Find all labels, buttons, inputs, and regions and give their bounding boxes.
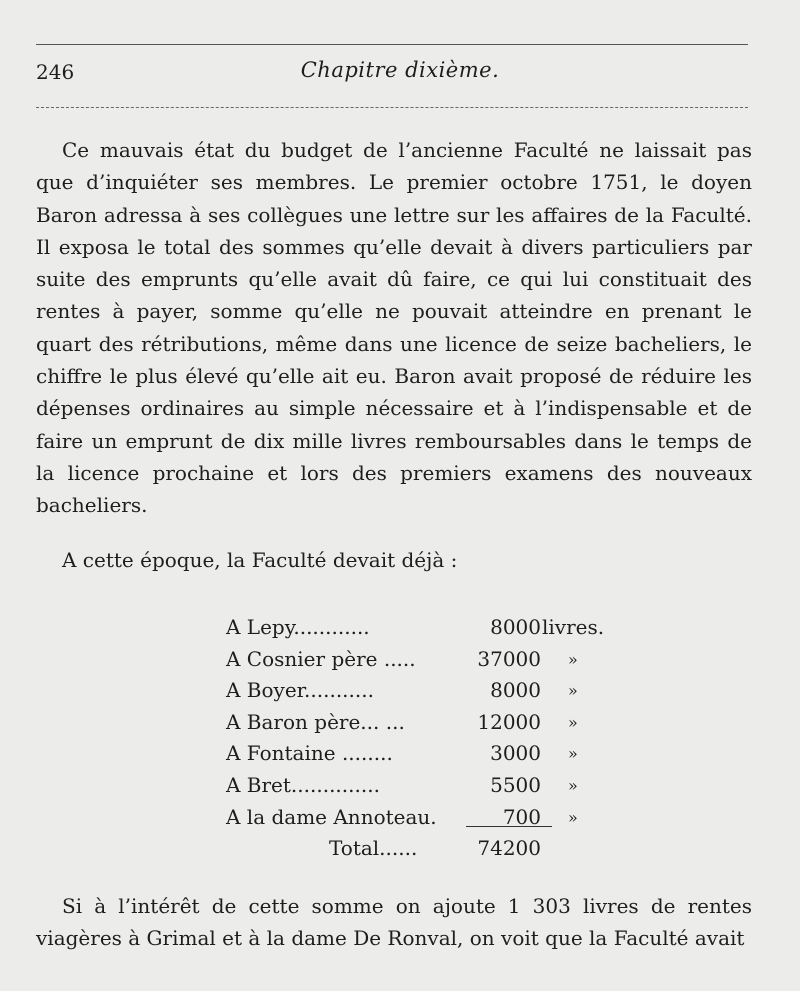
paragraph-annuities-text: Si à l’intérêt de cette somme on ajoute 1 303 livres de rentes viagères à Grimal et à la dame De Ronval, on voit que la Faculté avait [36, 894, 752, 951]
creditor-name: A la dame Annoteau. [226, 804, 437, 829]
creditor-amount: 12000 [477, 709, 541, 734]
creditor-name: A Cosnier père ..... [226, 646, 416, 671]
paragraph-budget [36, 134, 752, 522]
creditor-name: A Lepy............ [226, 615, 370, 639]
creditor-unit: » [568, 807, 578, 827]
total-label: Total...... [329, 836, 418, 861]
creditor-name: A Baron père... ... [226, 709, 405, 734]
running-title: Chapitre dixième. [300, 58, 500, 82]
paragraph-debts-intro [36, 544, 752, 576]
creditor-row [226, 644, 646, 676]
creditor-row [226, 802, 646, 834]
creditor-amount: 8000 [490, 678, 541, 703]
total-rule [466, 826, 552, 827]
creditor-amount: 5500 [490, 772, 541, 797]
creditor-row [226, 707, 646, 739]
creditor-name: A Boyer........... [226, 678, 374, 703]
total-row [226, 833, 646, 865]
creditor-row [226, 612, 646, 644]
creditor-amount: 3000 [490, 741, 541, 766]
paragraph-budget-text: Ce mauvais état du budget de l’ancienne Faculté ne laissait pas que d’inquiéter ses membres. Le premier octobre 1751, le doyen Baron adressa à ses collègues une lettre sur les affaires de la Faculté. Il exposa le total des sommes qu’elle devait à divers particuliers par suite des emprunts qu’elle avait dû faire, ce qui lui constituait des rentes à payer, somme qu’elle ne pouvait atteindre en prenant le quart des rétributions, même dans une licence de seize bacheliers, le chiffre le plus élevé qu’elle ait eu. Baron avait proposé de réduire les dépenses ordinaires au simple nécessaire et à l’indispensable et de faire un emprunt de dix mille livres remboursables dans le temps de la licence prochaine et lors des premiers examens des nouveaux bacheliers. [36, 138, 752, 518]
creditor-unit: » [568, 712, 578, 732]
paragraph-debts-intro-text: A cette époque, la Faculté devait déjà : [62, 548, 458, 572]
creditor-unit: » [568, 744, 578, 764]
creditor-name: A Bret.............. [226, 772, 380, 797]
creditor-unit: » [568, 775, 578, 795]
creditor-unit: livres. [542, 615, 605, 639]
creditor-name: A Fontaine ........ [226, 741, 393, 766]
creditor-unit: » [568, 649, 578, 669]
creditor-amount: 37000 [477, 646, 541, 671]
creditor-amount: 8000 [490, 615, 541, 639]
creditor-list [226, 612, 646, 865]
creditor-row [226, 738, 646, 770]
creditor-unit: » [568, 681, 578, 701]
creditor-amount: 700 [502, 804, 541, 829]
page-number: 246 [36, 60, 75, 84]
header-rule-top [36, 44, 748, 45]
total-amount: 74200 [477, 836, 541, 861]
paragraph-annuities [36, 890, 752, 955]
header-rule-bottom [36, 107, 748, 108]
creditor-row [226, 675, 646, 707]
creditor-row [226, 770, 646, 802]
